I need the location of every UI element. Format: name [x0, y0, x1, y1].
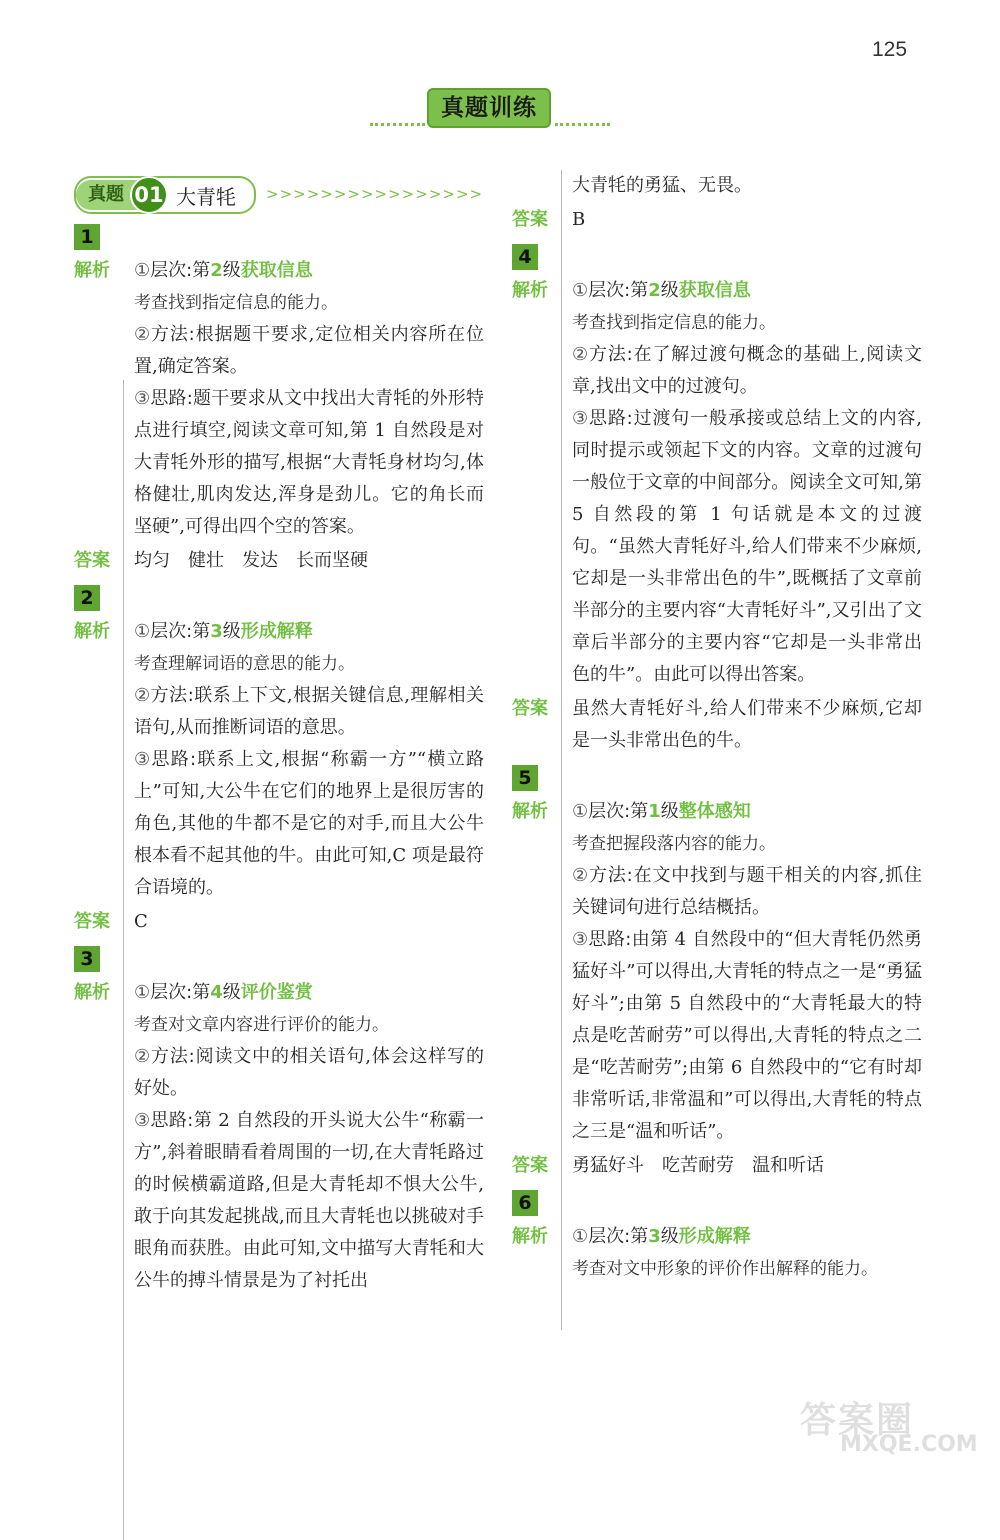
question-6 — [512, 1186, 922, 1285]
watermark — [800, 1392, 985, 1457]
level-line: ①层次:第2级获取信息 — [572, 280, 751, 301]
analysis-label: 解析 — [512, 280, 548, 301]
section-title: 真题训练 — [427, 88, 551, 128]
question-1 — [74, 220, 484, 577]
method-paragraph: ②方法:联系上下文,根据关键信息,理解相关语句,从而推断词语的意思。 — [134, 685, 484, 738]
tag-number: 01 — [130, 176, 168, 214]
thinking-paragraph: ③思路:由第 4 自然段中的“但大青牦仍然勇猛好斗”可以得出,大青牦的特点之一是“勇猛好斗”;由第 5 自然段中的“大青牦最大的特点是吃苦耐劳”可以得出,大青牦的特点之二是“吃苦耐劳”;由第 6 自然段中的“它有时却非常听话,非常温和”可以得出,大青牦的特点之三是“温和听话”。 — [572, 929, 922, 1142]
tag-word: 真题 — [76, 180, 146, 210]
header-dotted-line-right — [555, 123, 610, 126]
question-number: 3 — [74, 946, 100, 972]
question-group-tag — [74, 170, 484, 214]
answer-text: B — [572, 209, 586, 230]
question-2 — [74, 581, 484, 938]
question-number: 2 — [74, 585, 100, 611]
level-line: ①层次:第3级形成解释 — [572, 1226, 751, 1247]
question-3 — [74, 942, 484, 1297]
analysis-label: 解析 — [512, 801, 548, 822]
skill-description: 考查找到指定信息的能力。 — [572, 313, 776, 333]
answer-label: 答案 — [512, 698, 548, 719]
thinking-paragraph: ③思路:联系上文,根据“称霸一方”“横立路上”可知,大公牛在它们的地界上是很厉害的角色,其他的牛都不是它的对手,而且大公牛根本看不起其他的牛。由此可知,C 项是最符合语境的。 — [134, 749, 484, 898]
column-rule — [561, 170, 562, 1330]
answer-text: 均匀 健壮 发达 长而坚硬 — [134, 550, 368, 571]
analysis-label: 解析 — [74, 260, 110, 281]
skill-description: 考查对文章内容进行评价的能力。 — [134, 1015, 389, 1035]
thinking-paragraph: ③思路:第 2 自然段的开头说大公牛“称霸一方”,斜着眼睛看着周围的一切,在大青牦路过的时候横霸道路,但是大青牦却不惧大公牛,敢于向其发起挑战,而且大青牦也以挑破对手眼角而获胜。由此可知,文中描写大青牦和大公牛的搏斗情景是为了衬托出 — [134, 1110, 484, 1291]
tag-title: 大青牦 — [176, 184, 236, 209]
question-4 — [512, 240, 922, 757]
thinking-paragraph: ③思路:过渡句一般承接或总结上文的内容,同时提示或领起下文的内容。文章的过渡句一般位于文章的中间部分。阅读全文可知,第 5 自然段的第 1 句话就是本文的过渡句。“虽然大青牦好斗,给人们带来不少麻烦,它却是一头非常出色的牛”,既概括了文章前半部分的主要内容“大青牦好斗”,又引出了文章后半部分的主要内容“它却是一头非常出色的牛”。由此可以得出答案。 — [572, 408, 922, 685]
thinking-paragraph: ③思路:题干要求从文中找出大青牦的外形特点进行填空,阅读文章可知,第 1 自然段是对大青牦外形的描写,根据“大青牦身材均匀,体格健壮,肌肉发达,浑身是劲儿。它的角长而坚硬”,可得出四个空的答案。 — [134, 388, 484, 537]
tag-arrows: >>>>>>>>>>>>>>>> — [266, 185, 484, 203]
answer-label: 答案 — [512, 1155, 548, 1176]
skill-description: 考查对文中形象的评价作出解释的能力。 — [572, 1259, 878, 1279]
question-5 — [512, 761, 922, 1182]
method-paragraph: ②方法:阅读文中的相关语句,体会这样写的好处。 — [134, 1046, 484, 1099]
question-number: 6 — [512, 1190, 538, 1216]
skill-description: 考查理解词语的意思的能力。 — [134, 654, 355, 674]
column-rule — [123, 380, 124, 1540]
question-number: 4 — [512, 244, 538, 270]
method-paragraph: ②方法:在文中找到与题干相关的内容,抓住关键词句进行总结概括。 — [572, 865, 922, 918]
level-line: ①层次:第2级获取信息 — [134, 260, 313, 281]
right-column — [512, 170, 922, 1285]
method-paragraph: ②方法:在了解过渡句概念的基础上,阅读文章,找出文中的过渡句。 — [572, 344, 922, 397]
level-line: ①层次:第4级评价鉴赏 — [134, 982, 313, 1003]
answer-label: 答案 — [74, 911, 110, 932]
watermark-text: 答案圈 — [800, 1400, 915, 1441]
answer-label: 答案 — [74, 550, 110, 571]
thinking-continued: 大青牦的勇猛、无畏。 — [572, 175, 752, 196]
header-dotted-line-left — [370, 123, 425, 126]
answer-text: 虽然大青牦好斗,给人们带来不少麻烦,它却是一头非常出色的牛。 — [572, 698, 922, 751]
method-paragraph: ②方法:根据题干要求,定位相关内容所在位置,确定答案。 — [134, 324, 484, 377]
level-line: ①层次:第1级整体感知 — [572, 801, 751, 822]
analysis-label: 解析 — [512, 1226, 548, 1247]
level-line: ①层次:第3级形成解释 — [134, 621, 313, 642]
analysis-label: 解析 — [74, 621, 110, 642]
analysis-label: 解析 — [74, 982, 110, 1003]
answer-text: C — [134, 911, 148, 932]
skill-description: 考查把握段落内容的能力。 — [572, 834, 776, 854]
left-column — [74, 170, 484, 1297]
watermark-url: MXQE.COM — [840, 1432, 978, 1457]
answer-label: 答案 — [512, 209, 548, 230]
question-number: 5 — [512, 765, 538, 791]
skill-description: 考查找到指定信息的能力。 — [134, 293, 338, 313]
section-header — [370, 88, 610, 138]
page-number: 125 — [872, 38, 908, 61]
question-number: 1 — [74, 224, 100, 250]
answer-text: 勇猛好斗 吃苦耐劳 温和听话 — [572, 1155, 824, 1176]
